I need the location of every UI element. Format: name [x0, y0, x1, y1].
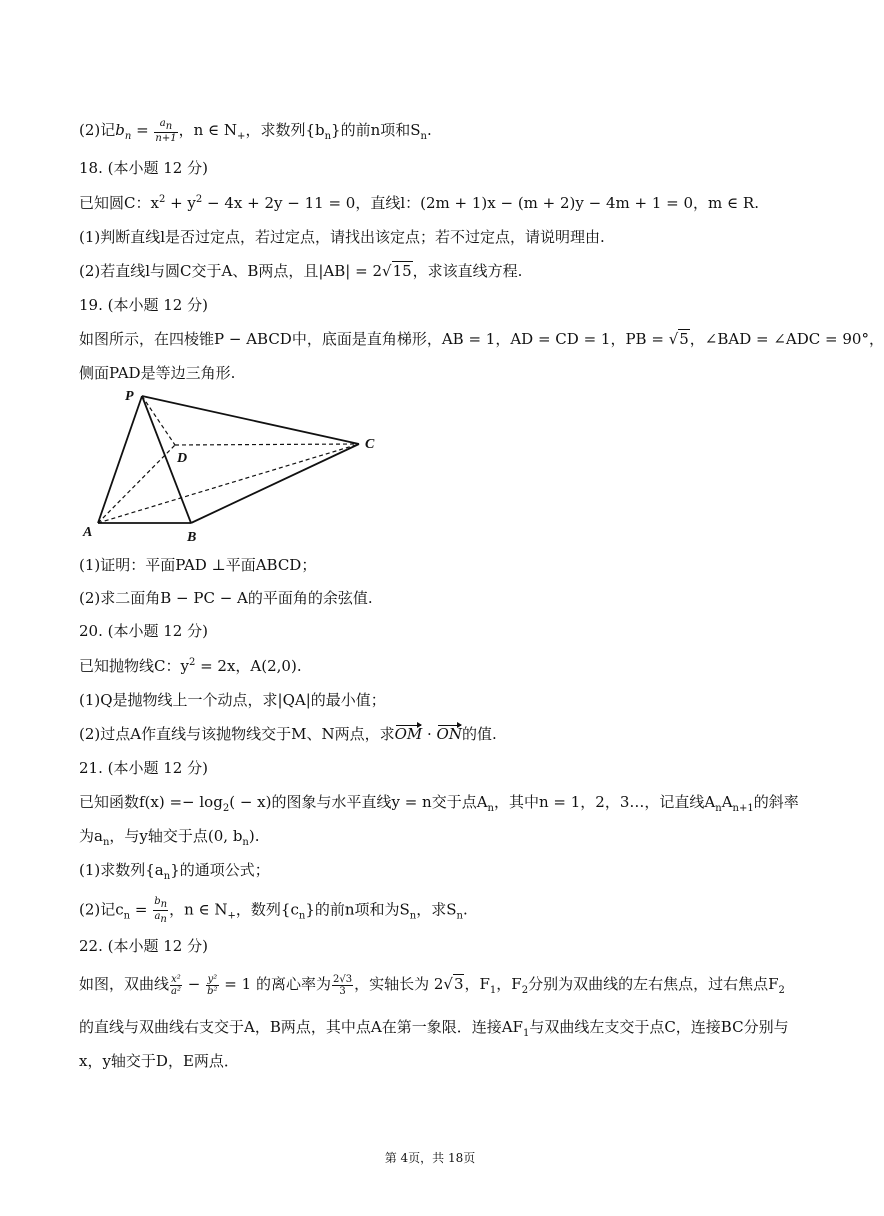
den: a — [154, 911, 161, 922]
edge-ac-hidden — [98, 444, 359, 523]
q20-part2 — [79, 723, 497, 744]
q21-part2 — [79, 896, 468, 925]
text: ，F — [496, 975, 522, 993]
text: + y — [165, 194, 196, 212]
q19-stem-line2: 侧面PAD是等边三角形. — [79, 364, 236, 382]
text: · — [422, 725, 437, 743]
sub: 1 — [489, 985, 497, 996]
q20-part1: (1)Q是抛物线上一个动点，求|QA|的最小值； — [79, 691, 386, 709]
sub: n — [409, 910, 417, 922]
text: 如图，双曲线 — [79, 975, 170, 993]
text: ，求S — [416, 900, 457, 919]
sub: n — [102, 837, 110, 848]
text: ). — [248, 827, 260, 845]
sub: n — [487, 803, 494, 814]
q22-header: 22. (本小题 12 分) — [79, 937, 208, 955]
math: b — [115, 121, 125, 139]
denominator: a² — [171, 985, 181, 997]
sqrt: 15 — [392, 262, 412, 280]
sub: n — [163, 871, 171, 882]
sub: n — [242, 837, 249, 848]
fraction — [170, 974, 182, 997]
text: 为a — [79, 827, 103, 845]
sup: 2 — [188, 657, 196, 668]
vertex-label-a: A — [83, 525, 93, 540]
pyramid-figure — [79, 386, 389, 546]
edge-ad-hidden — [98, 445, 175, 523]
text: }的前n项和S — [331, 121, 421, 139]
text: ，∠BAD = ∠ADC = 90°， — [689, 330, 884, 348]
sub: n — [715, 803, 722, 814]
num-sub: n — [165, 121, 173, 132]
sub: + — [237, 131, 246, 142]
q18-part1: (1)判断直线l是否过定点，若过定点，请找出该定点；若不过定点，请说明理由. — [79, 228, 605, 246]
text: ，实轴长为 2 — [354, 975, 444, 993]
text: A — [721, 793, 733, 811]
denominator: b² — [207, 985, 218, 997]
sub: 1 — [522, 1028, 530, 1039]
denominator: n+1 — [155, 133, 177, 144]
q22-stem-line1: 如图，双曲线 $\frac{\text{x²}}{\text{a²}}$ − $\frac{\text{y²}}{\text{b²}}$ = 1 的离心率为 $\frac{2√3}{3}$ ，实轴长为 2√3，$F_1$，$F_2$分别为双曲线的左右焦点，过右焦点$F_2$ — [79, 973, 785, 997]
q22-stem-line2 — [79, 1016, 789, 1039]
text: − — [183, 975, 206, 993]
text: ，求数列{b — [245, 121, 325, 139]
text: 已知函数f(x) =− log — [79, 793, 223, 811]
numerator — [154, 118, 177, 133]
sqrt: 5 — [679, 330, 689, 348]
fraction — [153, 896, 168, 925]
num-sub: n — [160, 899, 168, 910]
vector-om: OM — [394, 725, 423, 743]
text: (2)记 — [79, 121, 116, 139]
text: . — [426, 121, 432, 139]
text: ，F — [464, 975, 490, 993]
q17-part2 — [79, 118, 432, 144]
vertex-label-c: C — [365, 437, 375, 452]
text: 如图所示，在四棱锥P − ABCD中，底面是直角梯形，AB = 1，AD = CD = 1，PB = — [79, 330, 669, 348]
text: ，其中n = 1，2，3…，记直线A — [494, 793, 716, 811]
numerator — [153, 896, 168, 911]
fraction — [332, 974, 353, 997]
text: }的通项公式； — [170, 861, 270, 879]
sub: n+1 — [732, 803, 754, 814]
sub: n — [456, 910, 463, 922]
q21-stem-line1 — [79, 791, 799, 814]
vertex-label-p: P — [125, 389, 134, 404]
q18-part2: (2)若直线l与圆C交于A、B两点，且|AB| = 2√15，求该直线方程. — [79, 262, 523, 280]
text: ，n ∈ N — [169, 900, 228, 919]
text: 已知圆C：x — [79, 194, 159, 212]
text: . — [462, 900, 468, 919]
sub: 2 — [521, 985, 529, 996]
sub: 2 — [778, 985, 785, 996]
numerator: x² — [171, 973, 181, 985]
text: (2)记c — [79, 900, 124, 919]
text: = — [131, 121, 154, 139]
sqrt: 3 — [453, 975, 464, 993]
vertex-label-b: B — [187, 530, 197, 545]
text: 的直线与双曲线右支交于A，B两点，其中点A在第一象限．连接AF — [79, 1018, 523, 1036]
edge-pa — [98, 396, 142, 523]
text: 分别为双曲线的左右焦点，过右焦点F — [528, 975, 779, 993]
q18-stem — [79, 192, 759, 213]
denominator: 3 — [339, 985, 346, 997]
q21-part1 — [79, 859, 270, 882]
sup: 2 — [158, 194, 166, 205]
text: = 1 的离心率为 — [219, 975, 331, 993]
q19-part2: (2)求二面角B − PC − A的平面角的余弦值. — [79, 589, 373, 607]
text: ，n ∈ N — [178, 121, 238, 139]
den-sub: n — [160, 914, 167, 925]
edge-bc — [191, 444, 359, 523]
text: 的斜率 — [753, 793, 799, 811]
text: ，数列{c — [235, 900, 299, 919]
sub: n — [324, 131, 332, 142]
q22-stem-line3: x，y轴交于D，E两点． — [79, 1052, 239, 1070]
text: ，求该直线方程. — [412, 262, 523, 280]
text: (2)若直线l与圆C交于A、B两点，且|AB| = 2 — [79, 262, 382, 280]
page-footer: 第 4页，共 18页 — [384, 1151, 476, 1165]
text: 已知抛物线C：y — [79, 657, 189, 675]
denominator — [153, 911, 168, 925]
fraction — [206, 974, 218, 997]
fraction — [154, 118, 177, 144]
text: 的值. — [461, 725, 497, 743]
sub: + — [227, 910, 236, 922]
text: (2)过点A作直线与该抛物线交于M、N两点，求 — [79, 725, 395, 743]
q21-stem-line2 — [79, 825, 260, 848]
text: }的前n项和为S — [305, 900, 410, 919]
num: b — [154, 896, 161, 907]
q19-stem-line1: 如图所示，在四棱锥P − ABCD中，底面是直角梯形，AB = 1，AD = CD = 1，PB = √5，∠BAD = ∠ADC = 90°， — [79, 330, 884, 348]
numerator: 2√3 — [332, 973, 353, 985]
q19-header: 19. (本小题 12 分) — [79, 296, 208, 314]
text: − 4x + 2y − 11 = 0，直线l：(2m + 1)x − (m + 2)y − 4m + 1 = 0，m ∈ R. — [202, 194, 759, 212]
edge-pc — [142, 396, 359, 444]
sub: n — [298, 910, 306, 922]
vector-on: ON — [436, 725, 462, 743]
vertex-label-d: D — [177, 451, 188, 466]
text: ( − x)的图象与水平直线y = n交于点A — [229, 793, 488, 811]
text: = 2x，A(2,0). — [195, 657, 302, 675]
sub: 2 — [222, 803, 230, 814]
edge-dc-hidden — [175, 444, 359, 445]
text: 与双曲线左支交于点C，连接BC分别与 — [529, 1018, 789, 1036]
q20-header: 20. (本小题 12 分) — [79, 622, 208, 640]
math-sub: n — [124, 131, 132, 142]
text: = — [130, 900, 153, 919]
text: (1)求数列{a — [79, 861, 164, 879]
numerator: y² — [207, 973, 218, 985]
q21-header: 21. (本小题 12 分) — [79, 759, 208, 777]
q19-part1: (1)证明：平面PAD ⊥平面ABCD； — [79, 556, 317, 574]
q18-header: 18. (本小题 12 分) — [79, 159, 208, 177]
num: a — [159, 118, 166, 129]
text: ，与y轴交于点(0, b — [109, 827, 243, 845]
sub: n — [123, 910, 131, 922]
sup: 2 — [195, 194, 203, 205]
sub: n — [420, 131, 427, 142]
q20-stem — [79, 655, 302, 676]
